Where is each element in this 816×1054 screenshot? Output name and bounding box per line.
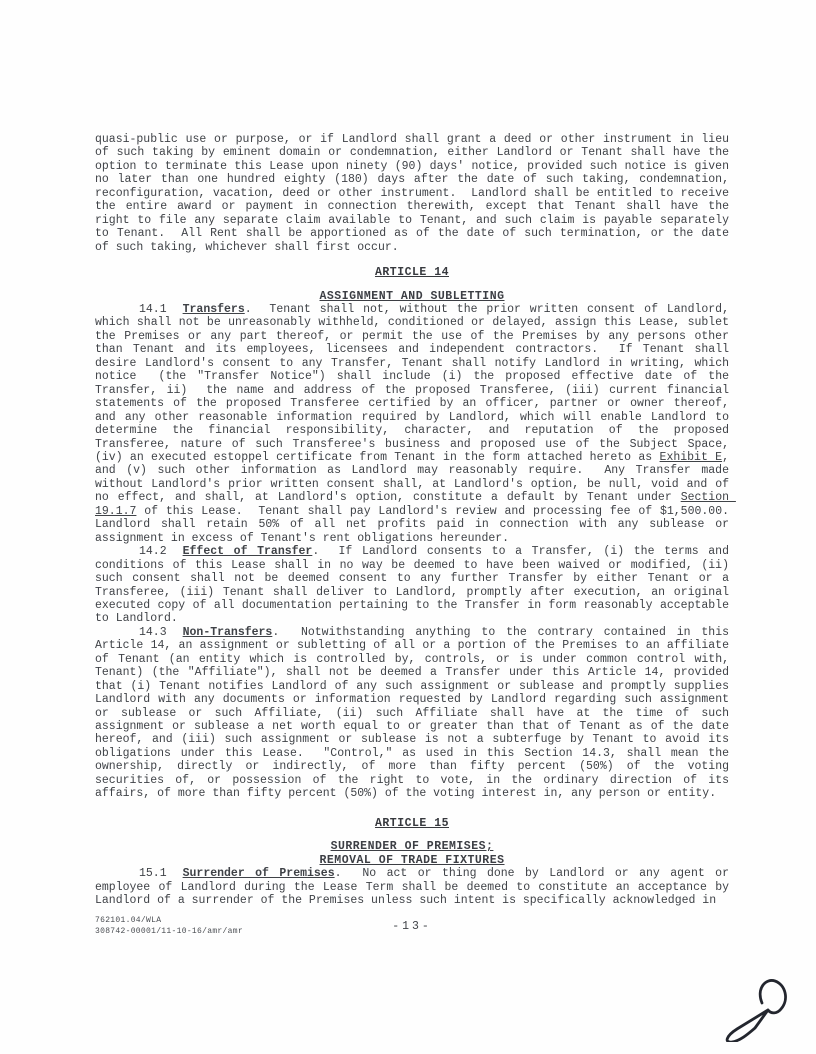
article-15-subtitle-line-1: SURRENDER OF PREMISES; (330, 840, 494, 854)
section-14-1-number: 14.1 (139, 302, 167, 316)
document-reference-line-2: 308742-00001/11-10-16/amr/amr (95, 926, 243, 936)
handwritten-initial-mark (720, 976, 808, 1042)
section-14-1-heading: Transfers (182, 302, 245, 316)
section-14-1-transfers (95, 302, 743, 545)
section-14-3-body: . Notwithstanding anything to the contrary contained in this Article 14, an assignment or subletting of all or a portion of the Premises to an affiliate of Tenant (an entity which is controlled by, controls, or is under common control with, Tenant) (the "Affiliate"), shall not be deemed a Transfer under this Article 14, provided that (i) Tenant notifies Landlord of any such assignment or sublease and promptly supplies Landlord with any documents or information requested by Landlord regarding such assignment or sublease or such Affiliate, (ii) such Affiliate shall have at the time of such assignment or sublease a net worth equal to or greater than that of Tenant as of the date hereof, and (iii) such assignment or sublease is not a subterfuge by Tenant to avoid its obligations under this Lease. "Control," as used in this Section 14.3, shall mean the ownership, directly or indirectly, of more than fifty percent (50%) of the voting securities of, or possession of the right to vote, in the ordinary direction of its affairs, of more than fifty percent (50%) of the voting interest in, any person or entity. (95, 625, 736, 801)
paragraph-condemnation-continuation: quasi-public use or purpose, or if Landlord shall grant a deed or other instrument in lieu of such taking by eminent domain or condemnation, either Landlord or Tenant shall have the option to terminate this Lease upon ninety (90) days' notice, provided such notice is given no later than one hundred eighty (180) days after the date of such taking, condemnation, reconfiguration, vacation, deed or other instrument. Landlord shall be entitled to receive the entire award or payment in connection therewith, except that Tenant shall have the right to file any separate claim available to Tenant, and such claim is payable separately to Tenant. All Rent shall be apportioned as of the date of such termination, or the date of such taking, whichever shall first occur. (95, 133, 736, 254)
section-15-1-surrender-of-premises (95, 867, 736, 908)
section-14-1-body-c: of this Lease. Tenant shall pay Landlord's review and processing fee of $1,500.00. Landlord shall retain 50% of all net profits paid in connection with any sublease or assignment in excess of Tenant's rent obligations hereunder. (95, 504, 743, 545)
section-14-3-number: 14.3 (139, 625, 167, 639)
section-14-3-non-transfers (95, 625, 736, 801)
section-14-1-body-b: , and (v) such other information as Landlord may reasonably require. Any Transfer made without Landlord's prior written consent shall, at Landlord's option, be null, void and of no effect, and shall, at Landlord's option, constitute a default by Tenant under (95, 450, 736, 505)
article-14-title-text: ARTICLE 14 (374, 266, 449, 280)
page-number: -13- (392, 920, 432, 933)
article-14-heading (95, 266, 729, 279)
section-14-1-body-a: . Tenant shall not, without the prior written consent of Landlord, which shall not be unreasonably withheld, conditioned or delayed, assign this Lease, sublet the Premises or any part thereof, or permit the use of the Premises by any persons other than Tenant and its employees, licensees and independent contractors. If Tenant shall desire Landlord's consent to any Transfer, Tenant shall notify Landlord in writing, which notice (the "Transfer Notice") shall include (i) the proposed effective date of the Transfer, ii) the name and address of the proposed Transferee, (iii) current financial statements of the proposed Transferee certified by an officer, partner or owner thereof, and any other reasonable information required by Landlord, which will enable Landlord to determine the financial responsibility, character, and reputation of the proposed Transferee, nature of such Transferee's business and proposed use of the Subject Space, (iv) an executed estoppel certificate from Tenant in the form attached hereto as (95, 302, 736, 464)
section-15-1-body: . No act or thing done by Landlord or any agent or employee of Landlord during the Lease Term shall be deemed to constitute an acceptance by Landlord of a surrender of the Premises unless such intent is specifically acknowledged in (95, 867, 736, 908)
section-19-1-7-reference: Section 19.1.7 (95, 491, 736, 518)
section-14-2-heading: Effect of Transfer (182, 545, 313, 559)
article-15-heading (95, 817, 729, 830)
section-15-1-number: 15.1 (139, 867, 167, 881)
section-14-2-effect-of-transfer (95, 545, 736, 626)
article-14-subtitle-text: ASSIGNMENT AND SUBLETTING (319, 289, 505, 303)
section-14-3-heading: Non-Transfers (182, 625, 273, 639)
section-14-2-body: . If Landlord consents to a Transfer, (i) the terms and conditions of this Lease shall in no way be deemed to have been waived or modified, (ii) such consent shall not be deemed consent to any further Transfer by either Tenant or a Transferee, (iii) Tenant shall deliver to Landlord, promptly after execution, an original executed copy of all documentation pertaining to the Transfer in form reasonably acceptable to Landlord. (95, 545, 736, 626)
article-15-subtitle (95, 840, 729, 867)
article-15-subtitle-line-2: REMOVAL OF TRADE FIXTURES (319, 853, 505, 867)
section-14-2-number: 14.2 (139, 545, 167, 559)
document-reference-line-1: 762101.04/WLA (95, 916, 162, 925)
article-14-subtitle (95, 290, 729, 303)
document-body (95, 133, 743, 908)
exhibit-e-reference: Exhibit E (659, 450, 723, 464)
article-15-title-text: ARTICLE 15 (374, 816, 449, 830)
section-15-1-heading: Surrender of Premises (182, 867, 335, 881)
